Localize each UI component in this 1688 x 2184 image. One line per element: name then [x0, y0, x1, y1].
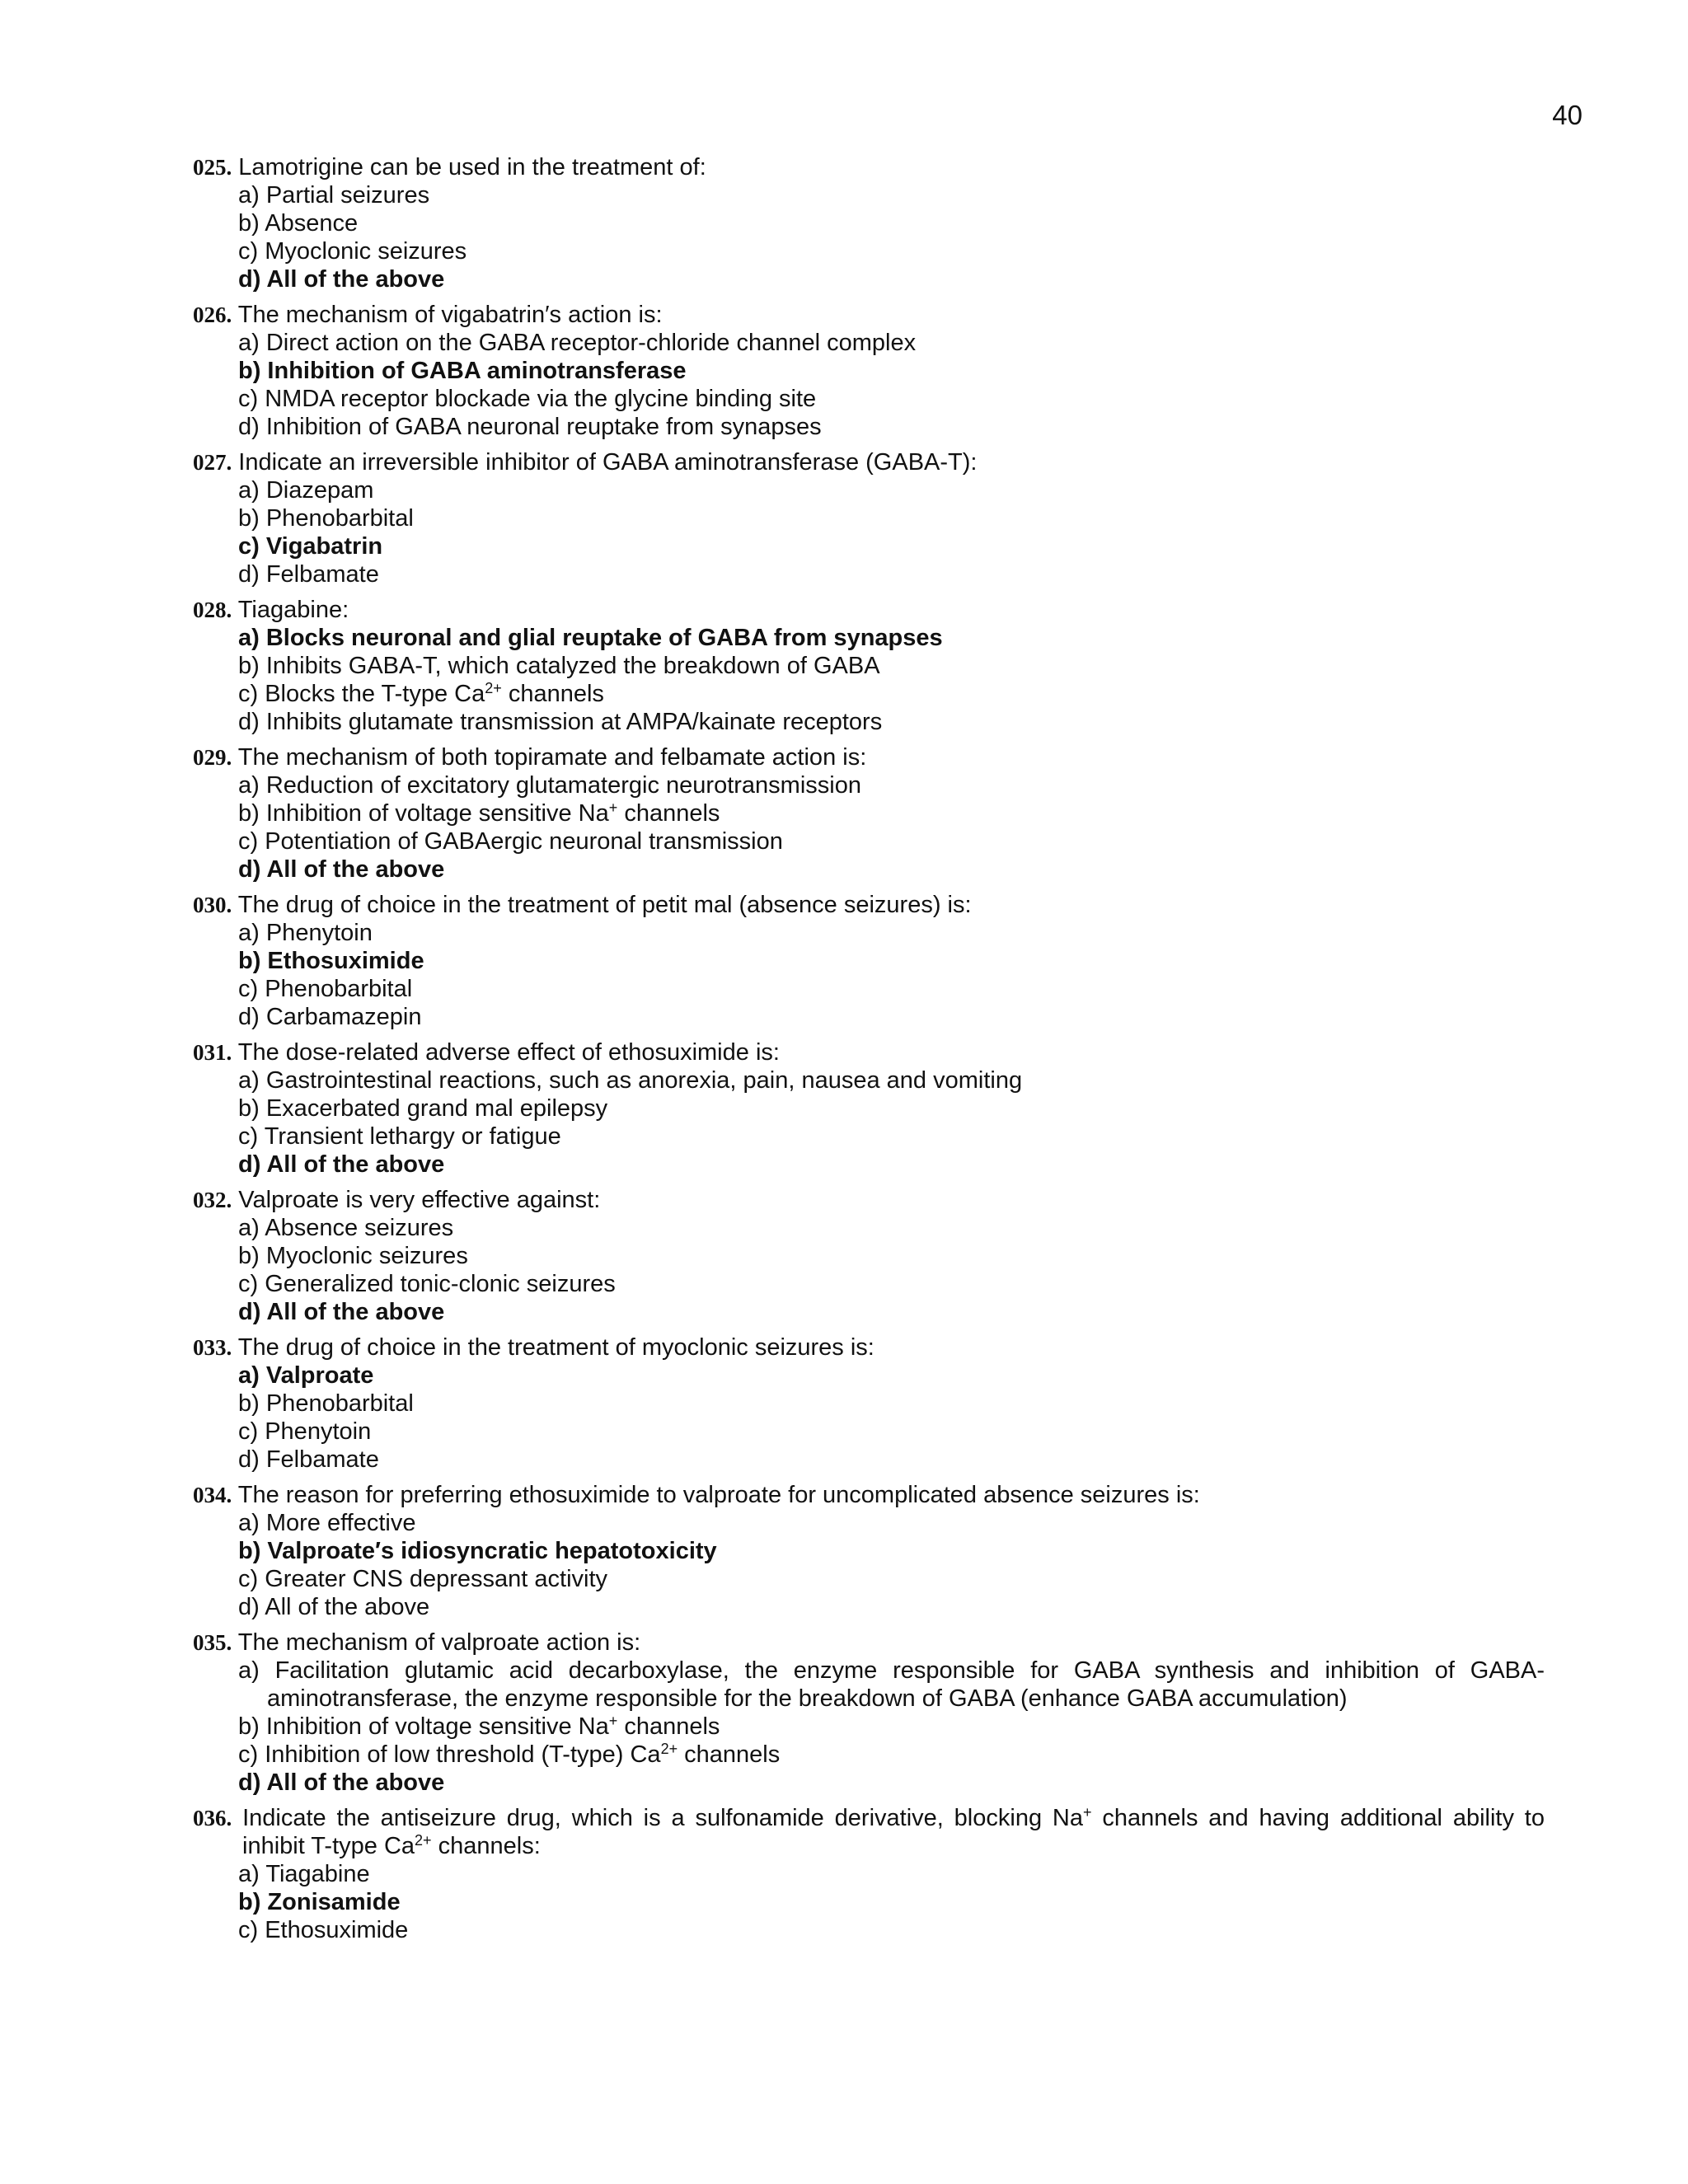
- answer-option: d) Inhibition of GABA neuronal reuptake from synapses: [238, 414, 822, 440]
- question-number: 033.: [193, 1335, 232, 1360]
- answer-option: b) Inhibition of voltage sensitive Na+ channels: [238, 799, 720, 827]
- answer-option: b) Inhibition of voltage sensitive Na+ channels: [238, 1713, 720, 1740]
- answer-option: c) Transient lethargy or fatigue: [238, 1123, 561, 1150]
- option-list: [193, 771, 1545, 883]
- answer-option: b) Phenobarbital: [238, 505, 414, 532]
- question-stem: [193, 448, 1545, 476]
- answer-option: c) Potentiation of GABAergic neuronal transmission: [238, 828, 783, 855]
- question-030: [193, 891, 1545, 1031]
- question-text: The mechanism of vigabatrin′s action is:: [232, 302, 663, 328]
- question-text: Valproate is very effective against:: [232, 1187, 601, 1213]
- answer-option-correct: d) All of the above: [238, 1151, 445, 1178]
- option-list: [193, 624, 1545, 736]
- option-list: [193, 1361, 1545, 1474]
- question-text: The drug of choice in the treatment of myoclonic seizures is:: [232, 1334, 874, 1361]
- answer-option: a) Direct action on the GABA receptor-chloride channel complex: [238, 330, 917, 356]
- option-list: [193, 1657, 1545, 1797]
- answer-option: a) Reduction of excitatory glutamatergic neurotransmission: [238, 772, 861, 799]
- question-035: [193, 1629, 1545, 1797]
- answer-option-correct: d) All of the above: [238, 1299, 445, 1325]
- question-text: Indicate the antiseizure drug, which is a sulfonamide derivative, blocking Na+ channels and having additional ability to inhibit T-type $Ca^{2+}$ channels:: [232, 1804, 1545, 1859]
- answer-option-correct: b) Zonisamide: [238, 1889, 401, 1915]
- question-stem: [193, 743, 1545, 771]
- question-stem: [193, 1333, 1545, 1361]
- option-list: [193, 1214, 1545, 1326]
- answer-option: c) Generalized tonic-clonic seizures: [238, 1271, 616, 1297]
- answer-option: a) Partial seizures: [238, 182, 430, 209]
- question-number: 031.: [193, 1040, 232, 1065]
- answer-option: b) Phenobarbital: [238, 1390, 414, 1417]
- question-number: 029.: [193, 745, 232, 770]
- question-number: 030.: [193, 893, 232, 917]
- answer-option-correct: b) Inhibition of GABA aminotransferase: [238, 358, 687, 384]
- question-text: Lamotrigine can be used in the treatment of:: [232, 154, 706, 180]
- answer-option: a) More effective: [238, 1510, 416, 1536]
- question-stem: [193, 1186, 1545, 1214]
- question-number: 032.: [193, 1188, 232, 1212]
- answer-option: c) Blocks the T-type $Ca^{2+}$ channels: [238, 680, 604, 707]
- question-number: 035.: [193, 1630, 232, 1655]
- answer-option: a) Gastrointestinal reactions, such as anorexia, pain, nausea and vomiting: [238, 1067, 1023, 1094]
- question-031: [193, 1038, 1545, 1179]
- question-stem: [193, 1629, 1545, 1657]
- question-number: 034.: [193, 1483, 232, 1507]
- question-stem: [193, 891, 1545, 919]
- question-text: The reason for preferring ethosuximide to valproate for uncomplicated absence seizures is:: [232, 1482, 1200, 1508]
- question-text: The dose-related adverse effect of ethosuximide is:: [232, 1039, 780, 1066]
- option-list: [193, 1509, 1545, 1621]
- question-029: [193, 743, 1545, 883]
- option-list: [193, 1066, 1545, 1179]
- option-list: [193, 181, 1545, 293]
- question-stem: [193, 153, 1545, 181]
- question-text: The mechanism of both topiramate and felbamate action is:: [232, 744, 867, 771]
- answer-option: b) Myoclonic seizures: [238, 1243, 468, 1269]
- option-list: [193, 476, 1545, 588]
- answer-option-correct: a) Valproate: [238, 1362, 374, 1389]
- answer-option: c) Phenobarbital: [238, 976, 413, 1002]
- answer-option-correct: d) All of the above: [238, 856, 445, 883]
- question-036: [193, 1804, 1545, 1944]
- answer-option: b) Exacerbated grand mal epilepsy: [238, 1095, 608, 1122]
- question-028: [193, 596, 1545, 736]
- answer-option-correct: d) All of the above: [238, 1769, 445, 1796]
- answer-option: b) Inhibits GABA-T, which catalyzed the breakdown of GABA: [238, 653, 880, 679]
- answer-option: c) Myoclonic seizures: [238, 238, 467, 265]
- answer-option: a) Absence seizures: [238, 1215, 454, 1241]
- option-list: [193, 329, 1545, 441]
- answer-option: c) Inhibition of low threshold (T-type) $Ca^{2+}$ channels: [238, 1741, 781, 1768]
- answer-option: c) NMDA receptor blockade via the glycine binding site: [238, 386, 817, 412]
- answer-option-correct: c) Vigabatrin: [238, 533, 383, 560]
- question-number: 026.: [193, 302, 232, 327]
- answer-option: b) Absence: [238, 210, 359, 237]
- question-026: [193, 301, 1545, 441]
- question-number: 036.: [193, 1806, 232, 1830]
- question-stem: [193, 1804, 1545, 1860]
- page-number: 40: [1552, 100, 1582, 130]
- question-text: The drug of choice in the treatment of petit mal (absence seizures) is:: [232, 892, 972, 918]
- question-stem: [193, 1481, 1545, 1509]
- question-text: Indicate an irreversible inhibitor of GABA aminotransferase (GABA-T):: [232, 449, 978, 476]
- answer-option: d) All of the above: [238, 1594, 430, 1620]
- question-034: [193, 1481, 1545, 1621]
- option-list: [193, 919, 1545, 1031]
- question-number: 025.: [193, 155, 232, 180]
- answer-option: d) Carbamazepin: [238, 1004, 422, 1030]
- option-list: [193, 1860, 1545, 1944]
- answer-option: a) Phenytoin: [238, 920, 373, 946]
- question-stem: [193, 301, 1545, 329]
- question-number: 027.: [193, 450, 232, 475]
- answer-option-correct: a) Blocks neuronal and glial reuptake of GABA from synapses: [238, 625, 943, 651]
- question-text: The mechanism of valproate action is:: [232, 1629, 641, 1656]
- question-stem: [193, 1038, 1545, 1066]
- question-number: 028.: [193, 598, 232, 622]
- answer-option: c) Greater CNS depressant activity: [238, 1566, 608, 1592]
- answer-option: a) Facilitation glutamic acid decarboxylase, the enzyme responsible for GABA synthesis and inhibition of GABA-aminotransferase, the enzyme responsible for the breakdown of GABA (enhance GABA accumulation): [238, 1657, 1545, 1712]
- answer-option-correct: b) Valproate′s idiosyncratic hepatotoxicity: [238, 1538, 717, 1564]
- question-list: [193, 153, 1545, 1952]
- question-032: [193, 1186, 1545, 1326]
- question-stem: [193, 596, 1545, 624]
- question-text: Tiagabine:: [232, 597, 349, 623]
- answer-option-correct: b) Ethosuximide: [238, 948, 424, 974]
- answer-option: a) Diazepam: [238, 477, 374, 504]
- answer-option-correct: d) All of the above: [238, 266, 445, 293]
- answer-option: d) Felbamate: [238, 1446, 379, 1473]
- answer-option: c) Ethosuximide: [238, 1917, 409, 1943]
- question-025: [193, 153, 1545, 293]
- question-027: [193, 448, 1545, 588]
- question-033: [193, 1333, 1545, 1474]
- answer-option: d) Felbamate: [238, 561, 379, 588]
- answer-option: a) Tiagabine: [238, 1861, 370, 1887]
- answer-option: c) Phenytoin: [238, 1418, 372, 1445]
- answer-option: d) Inhibits glutamate transmission at AMPA/kainate receptors: [238, 709, 883, 735]
